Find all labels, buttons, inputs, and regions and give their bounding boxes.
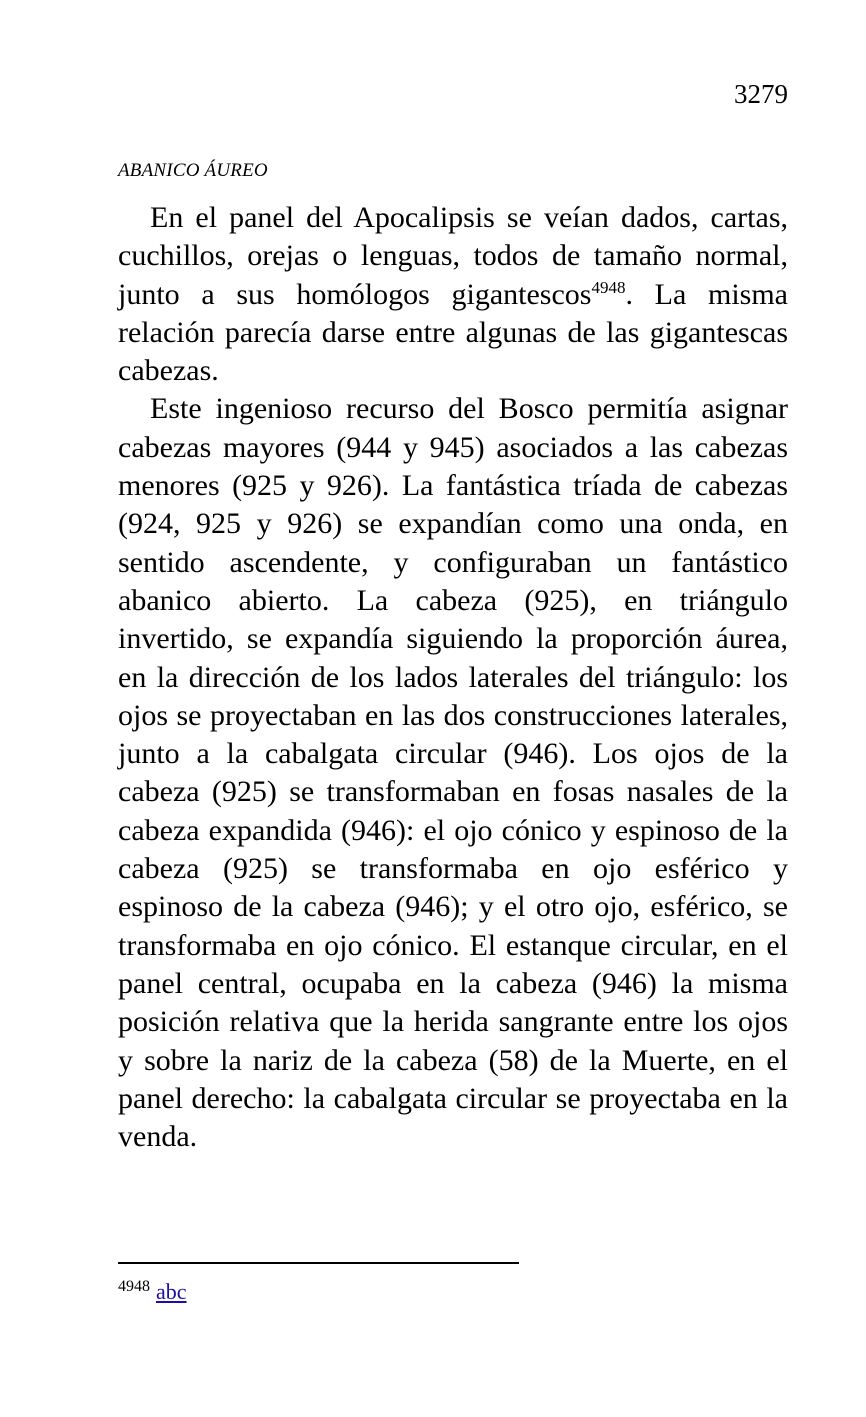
footnote-number: 4948: [118, 1278, 150, 1295]
paragraph-text: En el panel del Apocalipsis se veían dados, cartas, cuchillos, orejas o lenguas, todos de tamaño normal, junto a sus homólogos gigantescos: [118, 201, 788, 311]
page-number: 3279: [734, 79, 788, 109]
footnote: [118, 1278, 187, 1306]
running-head: ABANICO ÁUREO: [118, 160, 268, 181]
body-text: [118, 199, 788, 1156]
footnote-divider: [118, 1262, 519, 1264]
footnote-reference[interactable]: 4948: [591, 277, 626, 297]
paragraph-text: . La misma relación parecía darse entre algunas de las gigantescas cabezas.: [118, 277, 788, 388]
paragraph: Este ingenioso recurso del Bosco permitía asignar cabezas mayores (944 y 945) asociados a las cabezas menores (925 y 926). La fantástica tríada de cabezas (924, 925 y 926) se expandían como una onda, en sentido ascendente, y configuraban un fantástico abanico abierto. La cabeza (925), en triángulo invertido, se expandía siguiendo la proporción áurea, en la dirección de los lados laterales del triángulo: los ojos se proyectaban en las dos construcciones laterales, junto a la cabalgata circular (946). Los ojos de la cabeza (925) se transformaban en fosas nasales de la cabeza expandida (946): el ojo cónico y espinoso de la cabeza (925) se transformaba en ojo esférico y espinoso de la cabeza (946); y el otro ojo, esférico, se transformaba en ojo cónico. El estanque circular, en el panel central, ocupaba en la cabeza (946) la misma posición relativa que la herida sangrante entre los ojos y sobre la nariz de la cabeza (58) de la Muerte, en el panel derecho: la cabalgata circular se proyectaba en la venda.: [118, 392, 788, 1154]
footnote-link[interactable]: abc: [156, 1279, 187, 1304]
paragraph: [118, 199, 788, 390]
